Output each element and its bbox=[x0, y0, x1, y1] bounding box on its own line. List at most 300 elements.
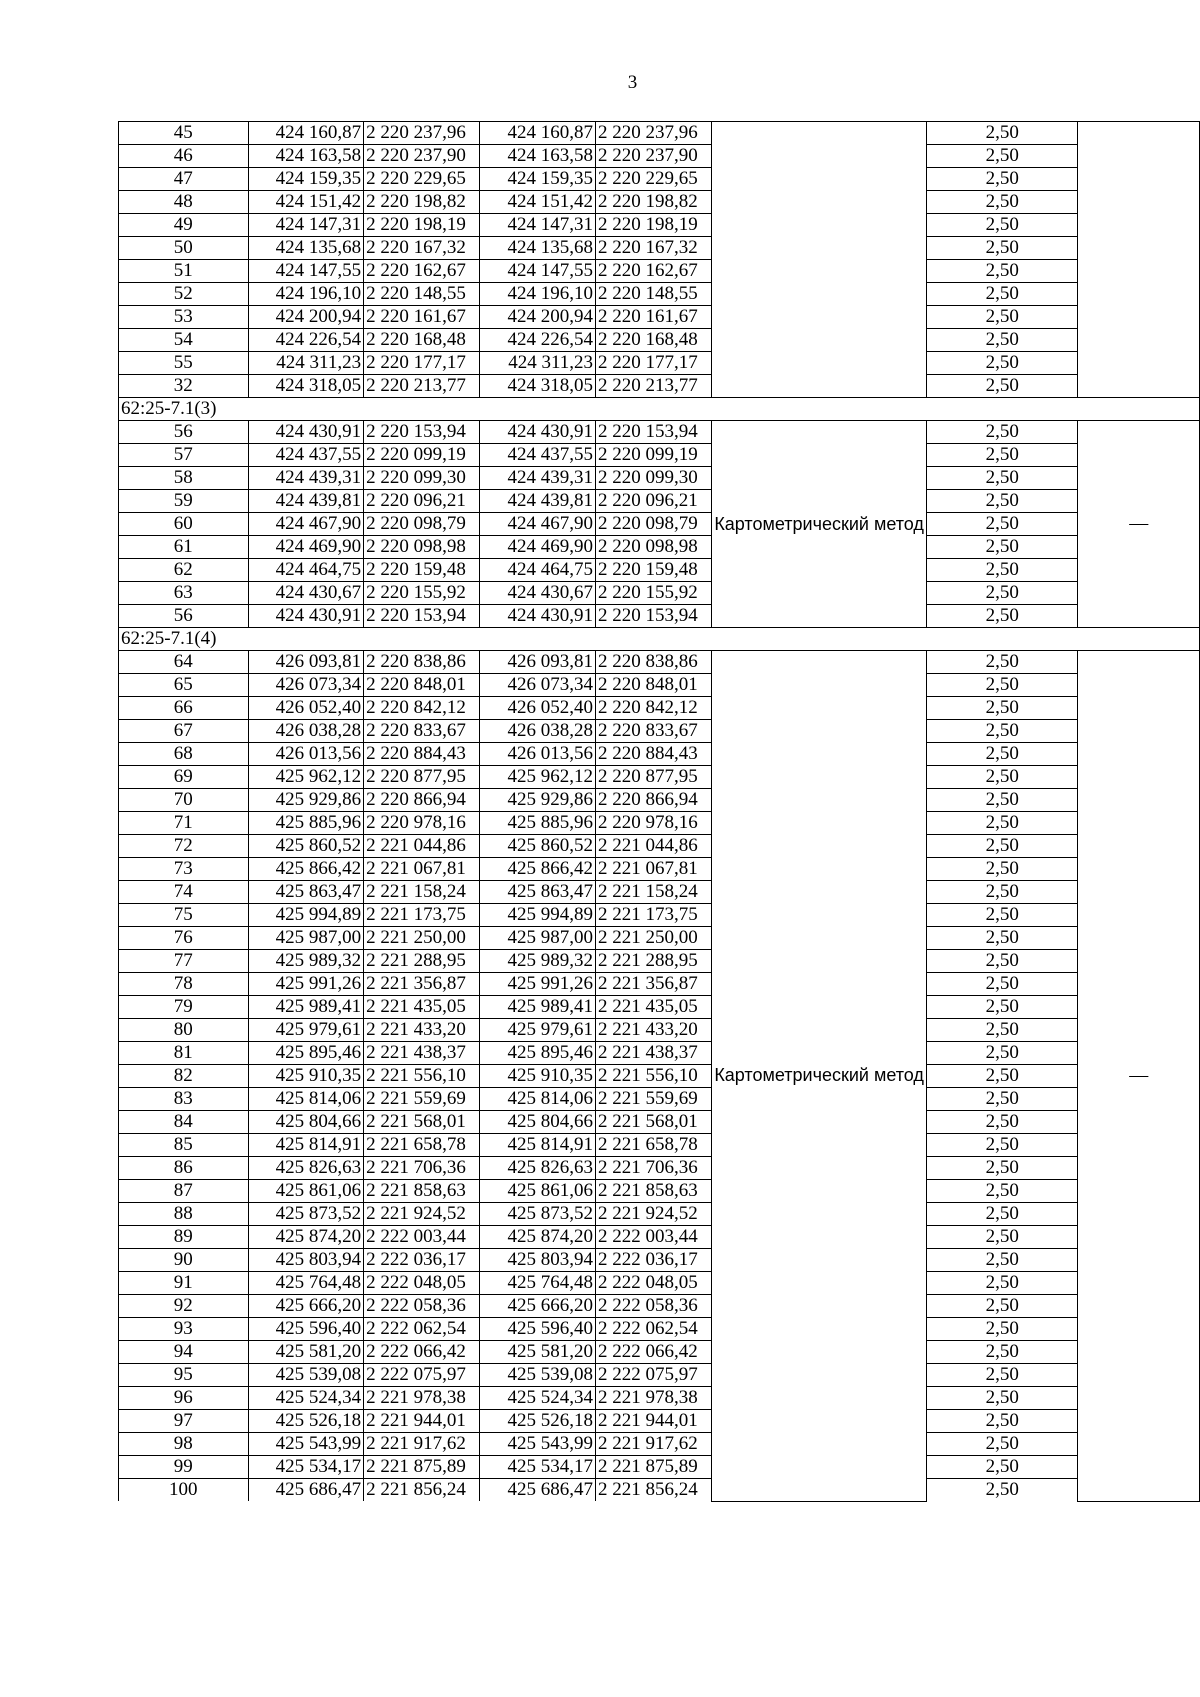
table-row bbox=[119, 904, 1200, 927]
coordinate-cell: 425 860,52 bbox=[480, 835, 596, 858]
coordinate-cell: 424 135,68 bbox=[248, 237, 364, 260]
accuracy-cell: 2,50 bbox=[926, 1479, 1078, 1502]
point-number-cell: 50 bbox=[119, 237, 249, 260]
coordinate-cell: 425 873,52 bbox=[248, 1203, 364, 1226]
coordinate-cell: 2 220 098,79 bbox=[364, 513, 480, 536]
accuracy-cell: 2,50 bbox=[926, 1226, 1078, 1249]
coordinate-cell: 2 220 096,21 bbox=[364, 490, 480, 513]
coordinate-cell: 425 803,94 bbox=[248, 1249, 364, 1272]
coordinate-cell: 2 220 098,98 bbox=[364, 536, 480, 559]
coordinate-cell: 424 160,87 bbox=[248, 122, 364, 145]
table-row bbox=[119, 812, 1200, 835]
coordinate-cell: 2 221 044,86 bbox=[595, 835, 711, 858]
accuracy-cell: 2,50 bbox=[926, 1134, 1078, 1157]
point-number-cell: 54 bbox=[119, 329, 249, 352]
coordinate-cell: 424 430,91 bbox=[480, 605, 596, 628]
accuracy-cell: 2,50 bbox=[926, 881, 1078, 904]
coordinate-cell: 2 222 003,44 bbox=[364, 1226, 480, 1249]
coordinate-cell: 2 220 161,67 bbox=[364, 306, 480, 329]
coordinate-cell: 2 220 177,17 bbox=[364, 352, 480, 375]
coordinate-cell: 424 226,54 bbox=[248, 329, 364, 352]
coordinate-cell: 425 543,99 bbox=[480, 1433, 596, 1456]
coordinate-cell: 2 220 877,95 bbox=[595, 766, 711, 789]
table-row bbox=[119, 352, 1200, 375]
coordinate-cell: 425 987,00 bbox=[480, 927, 596, 950]
point-number-cell: 73 bbox=[119, 858, 249, 881]
coordinate-cell: 424 430,67 bbox=[248, 582, 364, 605]
coordinate-cell: 2 221 433,20 bbox=[595, 1019, 711, 1042]
accuracy-cell: 2,50 bbox=[926, 766, 1078, 789]
coordinate-cell: 424 467,90 bbox=[248, 513, 364, 536]
accuracy-cell: 2,50 bbox=[926, 1042, 1078, 1065]
point-number-cell: 56 bbox=[119, 421, 249, 444]
coordinate-cell: 2 220 237,90 bbox=[364, 145, 480, 168]
table-row bbox=[119, 743, 1200, 766]
coordinate-cell: 2 221 556,10 bbox=[595, 1065, 711, 1088]
coordinate-cell: 2 222 048,05 bbox=[595, 1272, 711, 1295]
accuracy-cell: 2,50 bbox=[926, 1180, 1078, 1203]
coordinate-cell: 425 929,86 bbox=[248, 789, 364, 812]
coordinate-cell: 2 221 044,86 bbox=[364, 835, 480, 858]
point-number-cell: 82 bbox=[119, 1065, 249, 1088]
coordinate-cell: 2 221 158,24 bbox=[595, 881, 711, 904]
coordinate-cell: 426 038,28 bbox=[248, 720, 364, 743]
coordinate-cell: 2 220 168,48 bbox=[364, 329, 480, 352]
table-row bbox=[119, 927, 1200, 950]
point-number-cell: 71 bbox=[119, 812, 249, 835]
table-row bbox=[119, 1157, 1200, 1180]
table-row bbox=[119, 490, 1200, 513]
table-row bbox=[119, 881, 1200, 904]
coordinate-cell: 2 220 229,65 bbox=[364, 168, 480, 191]
coordinates-table bbox=[118, 121, 1200, 1502]
accuracy-cell: 2,50 bbox=[926, 858, 1078, 881]
table-row bbox=[119, 651, 1200, 674]
coordinate-cell: 2 220 168,48 bbox=[595, 329, 711, 352]
point-number-cell: 95 bbox=[119, 1364, 249, 1387]
table-row bbox=[119, 1019, 1200, 1042]
coordinate-cell: 2 220 884,43 bbox=[364, 743, 480, 766]
coordinate-cell: 2 221 924,52 bbox=[595, 1203, 711, 1226]
coordinate-cell: 425 826,63 bbox=[480, 1157, 596, 1180]
coordinate-cell: 2 221 288,95 bbox=[364, 950, 480, 973]
point-number-cell: 72 bbox=[119, 835, 249, 858]
table-row bbox=[119, 1042, 1200, 1065]
coordinate-cell: 2 220 866,94 bbox=[364, 789, 480, 812]
coordinate-cell: 424 430,91 bbox=[248, 421, 364, 444]
coordinate-cell: 426 073,34 bbox=[248, 674, 364, 697]
coordinate-cell: 2 221 875,89 bbox=[595, 1456, 711, 1479]
coordinate-cell: 426 013,56 bbox=[248, 743, 364, 766]
coordinate-cell: 2 220 162,67 bbox=[595, 260, 711, 283]
table-row bbox=[119, 283, 1200, 306]
point-number-cell: 86 bbox=[119, 1157, 249, 1180]
coordinate-cell: 424 200,94 bbox=[480, 306, 596, 329]
point-number-cell: 60 bbox=[119, 513, 249, 536]
coordinate-cell: 424 135,68 bbox=[480, 237, 596, 260]
coordinate-cell: 2 220 148,55 bbox=[595, 283, 711, 306]
accuracy-cell: 2,50 bbox=[926, 513, 1078, 536]
coordinate-cell: 426 038,28 bbox=[480, 720, 596, 743]
coordinate-cell: 425 581,20 bbox=[248, 1341, 364, 1364]
coordinate-cell: 424 147,31 bbox=[248, 214, 364, 237]
point-number-cell: 70 bbox=[119, 789, 249, 812]
accuracy-cell: 2,50 bbox=[926, 352, 1078, 375]
coordinate-cell: 2 221 568,01 bbox=[364, 1111, 480, 1134]
coordinate-cell: 2 220 842,12 bbox=[364, 697, 480, 720]
description-cell: — bbox=[1078, 421, 1200, 628]
coordinate-cell: 425 860,52 bbox=[248, 835, 364, 858]
coordinate-cell: 425 524,34 bbox=[480, 1387, 596, 1410]
coordinate-cell: 424 430,91 bbox=[248, 605, 364, 628]
coordinate-cell: 2 221 288,95 bbox=[595, 950, 711, 973]
coordinate-cell: 2 220 155,92 bbox=[364, 582, 480, 605]
coordinate-cell: 2 220 237,90 bbox=[595, 145, 711, 168]
section-header-row bbox=[119, 628, 1200, 651]
coordinate-cell: 2 221 356,87 bbox=[595, 973, 711, 996]
coordinate-cell: 2 220 155,92 bbox=[595, 582, 711, 605]
accuracy-cell: 2,50 bbox=[926, 490, 1078, 513]
table-row bbox=[119, 1088, 1200, 1111]
point-number-cell: 55 bbox=[119, 352, 249, 375]
coordinate-cell: 2 221 250,00 bbox=[364, 927, 480, 950]
point-number-cell: 51 bbox=[119, 260, 249, 283]
point-number-cell: 49 bbox=[119, 214, 249, 237]
coordinate-cell: 425 764,48 bbox=[480, 1272, 596, 1295]
point-number-cell: 84 bbox=[119, 1111, 249, 1134]
coordinate-cell: 424 439,81 bbox=[480, 490, 596, 513]
coordinate-cell: 425 686,47 bbox=[248, 1479, 364, 1502]
coordinate-cell: 2 220 159,48 bbox=[595, 559, 711, 582]
coordinate-cell: 2 220 153,94 bbox=[595, 421, 711, 444]
point-number-cell: 100 bbox=[119, 1479, 249, 1502]
accuracy-cell: 2,50 bbox=[926, 1088, 1078, 1111]
table-row bbox=[119, 582, 1200, 605]
coordinate-cell: 2 220 148,55 bbox=[364, 283, 480, 306]
point-number-cell: 32 bbox=[119, 375, 249, 398]
coordinate-cell: 2 220 099,30 bbox=[595, 467, 711, 490]
coordinate-cell: 2 220 848,01 bbox=[364, 674, 480, 697]
table-row bbox=[119, 421, 1200, 444]
coordinate-cell: 2 221 978,38 bbox=[595, 1387, 711, 1410]
coordinate-cell: 2 221 978,38 bbox=[364, 1387, 480, 1410]
coordinate-cell: 425 814,91 bbox=[248, 1134, 364, 1157]
coordinate-cell: 424 469,90 bbox=[248, 536, 364, 559]
coordinate-cell: 2 221 250,00 bbox=[595, 927, 711, 950]
coordinate-cell: 2 221 875,89 bbox=[364, 1456, 480, 1479]
point-number-cell: 74 bbox=[119, 881, 249, 904]
coordinates-table-body bbox=[119, 122, 1200, 1502]
coordinate-cell: 2 221 568,01 bbox=[595, 1111, 711, 1134]
coordinate-cell: 2 221 556,10 bbox=[364, 1065, 480, 1088]
accuracy-cell: 2,50 bbox=[926, 191, 1078, 214]
description-cell: — bbox=[1078, 651, 1200, 1502]
point-number-cell: 59 bbox=[119, 490, 249, 513]
accuracy-cell: 2,50 bbox=[926, 904, 1078, 927]
coordinate-cell: 2 220 229,65 bbox=[595, 168, 711, 191]
coordinate-cell: 424 439,81 bbox=[248, 490, 364, 513]
section-title: 62:25-7.1(4) bbox=[119, 628, 1200, 651]
coordinate-cell: 2 222 066,42 bbox=[595, 1341, 711, 1364]
coordinate-cell: 2 221 658,78 bbox=[364, 1134, 480, 1157]
accuracy-cell: 2,50 bbox=[926, 1203, 1078, 1226]
table-row bbox=[119, 1479, 1200, 1502]
coordinate-cell: 2 220 842,12 bbox=[595, 697, 711, 720]
coordinate-cell: 424 160,87 bbox=[480, 122, 596, 145]
accuracy-cell: 2,50 bbox=[926, 536, 1078, 559]
point-number-cell: 89 bbox=[119, 1226, 249, 1249]
coordinate-cell: 424 147,55 bbox=[480, 260, 596, 283]
coordinate-cell: 425 987,00 bbox=[248, 927, 364, 950]
accuracy-cell: 2,50 bbox=[926, 1341, 1078, 1364]
point-number-cell: 94 bbox=[119, 1341, 249, 1364]
coordinate-cell: 424 439,31 bbox=[480, 467, 596, 490]
coordinate-cell: 425 873,52 bbox=[480, 1203, 596, 1226]
point-number-cell: 65 bbox=[119, 674, 249, 697]
table-row bbox=[119, 950, 1200, 973]
coordinate-cell: 424 464,75 bbox=[480, 559, 596, 582]
point-number-cell: 78 bbox=[119, 973, 249, 996]
coordinate-cell: 424 147,31 bbox=[480, 214, 596, 237]
coordinate-cell: 424 200,94 bbox=[248, 306, 364, 329]
point-number-cell: 64 bbox=[119, 651, 249, 674]
coordinate-cell: 424 196,10 bbox=[248, 283, 364, 306]
table-row bbox=[119, 1341, 1200, 1364]
table-row bbox=[119, 260, 1200, 283]
table-row bbox=[119, 697, 1200, 720]
accuracy-cell: 2,50 bbox=[926, 996, 1078, 1019]
accuracy-cell: 2,50 bbox=[926, 260, 1078, 283]
coordinate-cell: 2 220 159,48 bbox=[364, 559, 480, 582]
accuracy-cell: 2,50 bbox=[926, 835, 1078, 858]
coordinate-cell: 2 220 198,19 bbox=[364, 214, 480, 237]
coordinate-cell: 2 222 062,54 bbox=[364, 1318, 480, 1341]
coordinate-cell: 2 220 213,77 bbox=[595, 375, 711, 398]
coordinate-cell: 2 220 167,32 bbox=[595, 237, 711, 260]
accuracy-cell: 2,50 bbox=[926, 950, 1078, 973]
coordinate-cell: 2 221 856,24 bbox=[595, 1479, 711, 1502]
coordinate-cell: 2 220 198,82 bbox=[364, 191, 480, 214]
coordinate-cell: 424 469,90 bbox=[480, 536, 596, 559]
coordinate-cell: 2 221 858,63 bbox=[364, 1180, 480, 1203]
table-row bbox=[119, 1065, 1200, 1088]
table-row bbox=[119, 444, 1200, 467]
accuracy-cell: 2,50 bbox=[926, 122, 1078, 145]
point-number-cell: 63 bbox=[119, 582, 249, 605]
accuracy-cell: 2,50 bbox=[926, 375, 1078, 398]
coordinate-cell: 2 220 098,98 bbox=[595, 536, 711, 559]
coordinate-cell: 2 220 978,16 bbox=[595, 812, 711, 835]
accuracy-cell: 2,50 bbox=[926, 1249, 1078, 1272]
accuracy-cell: 2,50 bbox=[926, 697, 1078, 720]
coordinate-cell: 2 220 848,01 bbox=[595, 674, 711, 697]
coordinate-cell: 2 221 067,81 bbox=[595, 858, 711, 881]
coordinate-cell: 2 221 173,75 bbox=[364, 904, 480, 927]
coordinate-cell: 425 764,48 bbox=[248, 1272, 364, 1295]
coordinate-cell: 2 220 153,94 bbox=[364, 421, 480, 444]
coordinate-cell: 2 221 173,75 bbox=[595, 904, 711, 927]
coordinate-cell: 425 991,26 bbox=[248, 973, 364, 996]
coordinate-cell: 425 991,26 bbox=[480, 973, 596, 996]
table-row bbox=[119, 214, 1200, 237]
table-row bbox=[119, 145, 1200, 168]
coordinate-cell: 424 159,35 bbox=[248, 168, 364, 191]
accuracy-cell: 2,50 bbox=[926, 1456, 1078, 1479]
coordinate-cell: 2 220 866,94 bbox=[595, 789, 711, 812]
coordinate-cell: 425 526,18 bbox=[248, 1410, 364, 1433]
page-number: 3 bbox=[627, 72, 638, 93]
point-number-cell: 52 bbox=[119, 283, 249, 306]
coordinate-cell: 2 220 838,86 bbox=[595, 651, 711, 674]
point-number-cell: 46 bbox=[119, 145, 249, 168]
coordinate-cell: 2 220 833,67 bbox=[364, 720, 480, 743]
table-row bbox=[119, 674, 1200, 697]
coordinate-cell: 425 866,42 bbox=[248, 858, 364, 881]
table-row bbox=[119, 237, 1200, 260]
coordinate-cell: 2 221 438,37 bbox=[364, 1042, 480, 1065]
coordinate-cell: 2 220 098,79 bbox=[595, 513, 711, 536]
point-number-cell: 66 bbox=[119, 697, 249, 720]
accuracy-cell: 2,50 bbox=[926, 444, 1078, 467]
coordinate-cell: 425 910,35 bbox=[480, 1065, 596, 1088]
coordinate-cell: 426 052,40 bbox=[480, 697, 596, 720]
coordinate-cell: 2 220 237,96 bbox=[595, 122, 711, 145]
coordinate-cell: 424 163,58 bbox=[248, 145, 364, 168]
coordinate-cell: 426 093,81 bbox=[248, 651, 364, 674]
coordinate-cell: 2 220 213,77 bbox=[364, 375, 480, 398]
coordinate-cell: 2 221 559,69 bbox=[364, 1088, 480, 1111]
point-number-cell: 47 bbox=[119, 168, 249, 191]
table-row bbox=[119, 1387, 1200, 1410]
point-number-cell: 79 bbox=[119, 996, 249, 1019]
table-row bbox=[119, 1318, 1200, 1341]
point-number-cell: 56 bbox=[119, 605, 249, 628]
coordinate-cell: 425 666,20 bbox=[248, 1295, 364, 1318]
accuracy-cell: 2,50 bbox=[926, 467, 1078, 490]
coordinate-cell: 425 994,89 bbox=[248, 904, 364, 927]
accuracy-cell: 2,50 bbox=[926, 1433, 1078, 1456]
coordinate-cell: 2 220 162,67 bbox=[364, 260, 480, 283]
coordinate-cell: 425 863,47 bbox=[480, 881, 596, 904]
accuracy-cell: 2,50 bbox=[926, 605, 1078, 628]
accuracy-cell: 2,50 bbox=[926, 1019, 1078, 1042]
coordinate-cell: 2 221 917,62 bbox=[595, 1433, 711, 1456]
accuracy-cell: 2,50 bbox=[926, 237, 1078, 260]
accuracy-cell: 2,50 bbox=[926, 1318, 1078, 1341]
description-cell bbox=[1078, 122, 1200, 398]
coordinate-cell: 425 826,63 bbox=[248, 1157, 364, 1180]
coordinate-cell: 425 929,86 bbox=[480, 789, 596, 812]
coordinate-cell: 425 861,06 bbox=[480, 1180, 596, 1203]
table-row bbox=[119, 1111, 1200, 1134]
coordinate-cell: 425 989,41 bbox=[480, 996, 596, 1019]
coordinate-cell: 2 220 099,19 bbox=[595, 444, 711, 467]
coordinate-cell: 424 311,23 bbox=[248, 352, 364, 375]
coordinate-cell: 424 226,54 bbox=[480, 329, 596, 352]
coordinate-cell: 2 221 706,36 bbox=[364, 1157, 480, 1180]
point-number-cell: 53 bbox=[119, 306, 249, 329]
coordinate-cell: 425 874,20 bbox=[248, 1226, 364, 1249]
accuracy-cell: 2,50 bbox=[926, 1157, 1078, 1180]
point-number-cell: 67 bbox=[119, 720, 249, 743]
point-number-cell: 58 bbox=[119, 467, 249, 490]
accuracy-cell: 2,50 bbox=[926, 1410, 1078, 1433]
coordinate-cell: 2 221 433,20 bbox=[364, 1019, 480, 1042]
point-number-cell: 81 bbox=[119, 1042, 249, 1065]
accuracy-cell: 2,50 bbox=[926, 1272, 1078, 1295]
coordinate-cell: 424 159,35 bbox=[480, 168, 596, 191]
accuracy-cell: 2,50 bbox=[926, 145, 1078, 168]
coordinate-cell: 425 866,42 bbox=[480, 858, 596, 881]
point-number-cell: 75 bbox=[119, 904, 249, 927]
coordinate-cell: 2 220 153,94 bbox=[595, 605, 711, 628]
table-row bbox=[119, 375, 1200, 398]
coordinate-cell: 424 318,05 bbox=[248, 375, 364, 398]
point-number-cell: 96 bbox=[119, 1387, 249, 1410]
accuracy-cell: 2,50 bbox=[926, 1065, 1078, 1088]
table-row bbox=[119, 835, 1200, 858]
table-row bbox=[119, 858, 1200, 881]
coordinate-cell: 2 222 075,97 bbox=[364, 1364, 480, 1387]
point-number-cell: 62 bbox=[119, 559, 249, 582]
accuracy-cell: 2,50 bbox=[926, 214, 1078, 237]
point-number-cell: 76 bbox=[119, 927, 249, 950]
accuracy-cell: 2,50 bbox=[926, 743, 1078, 766]
accuracy-cell: 2,50 bbox=[926, 1111, 1078, 1134]
coordinate-cell: 426 013,56 bbox=[480, 743, 596, 766]
coordinate-cell: 2 221 435,05 bbox=[595, 996, 711, 1019]
coordinate-cell: 2 220 167,32 bbox=[364, 237, 480, 260]
point-number-cell: 87 bbox=[119, 1180, 249, 1203]
coordinate-cell: 425 534,17 bbox=[480, 1456, 596, 1479]
table-row bbox=[119, 720, 1200, 743]
coordinate-cell: 426 052,40 bbox=[248, 697, 364, 720]
coordinate-cell: 2 222 036,17 bbox=[364, 1249, 480, 1272]
coordinate-cell: 425 814,91 bbox=[480, 1134, 596, 1157]
coordinate-cell: 2 221 706,36 bbox=[595, 1157, 711, 1180]
coordinate-cell: 2 220 884,43 bbox=[595, 743, 711, 766]
coordinate-cell: 424 163,58 bbox=[480, 145, 596, 168]
method-cell: Картометрический метод bbox=[712, 651, 927, 1502]
coordinate-cell: 2 222 003,44 bbox=[595, 1226, 711, 1249]
table-row bbox=[119, 1203, 1200, 1226]
point-number-cell: 68 bbox=[119, 743, 249, 766]
coordinate-cell: 425 989,32 bbox=[248, 950, 364, 973]
table-row bbox=[119, 536, 1200, 559]
accuracy-cell: 2,50 bbox=[926, 720, 1078, 743]
coordinate-cell: 2 222 036,17 bbox=[595, 1249, 711, 1272]
coordinate-cell: 424 430,91 bbox=[480, 421, 596, 444]
coordinate-cell: 425 989,41 bbox=[248, 996, 364, 1019]
coordinate-cell: 424 151,42 bbox=[480, 191, 596, 214]
table-row bbox=[119, 513, 1200, 536]
coordinate-cell: 425 885,96 bbox=[480, 812, 596, 835]
accuracy-cell: 2,50 bbox=[926, 927, 1078, 950]
coordinate-cell: 424 311,23 bbox=[480, 352, 596, 375]
coordinate-cell: 2 220 838,86 bbox=[364, 651, 480, 674]
table-row bbox=[119, 1433, 1200, 1456]
coordinate-cell: 424 464,75 bbox=[248, 559, 364, 582]
coordinate-cell: 2 220 099,19 bbox=[364, 444, 480, 467]
coordinate-cell: 424 196,10 bbox=[480, 283, 596, 306]
coordinate-cell: 425 666,20 bbox=[480, 1295, 596, 1318]
coordinate-cell: 2 221 858,63 bbox=[595, 1180, 711, 1203]
section-title: 62:25-7.1(3) bbox=[119, 398, 1200, 421]
table-row bbox=[119, 973, 1200, 996]
point-number-cell: 99 bbox=[119, 1456, 249, 1479]
coordinate-cell: 2 222 075,97 bbox=[595, 1364, 711, 1387]
coordinate-cell: 424 467,90 bbox=[480, 513, 596, 536]
